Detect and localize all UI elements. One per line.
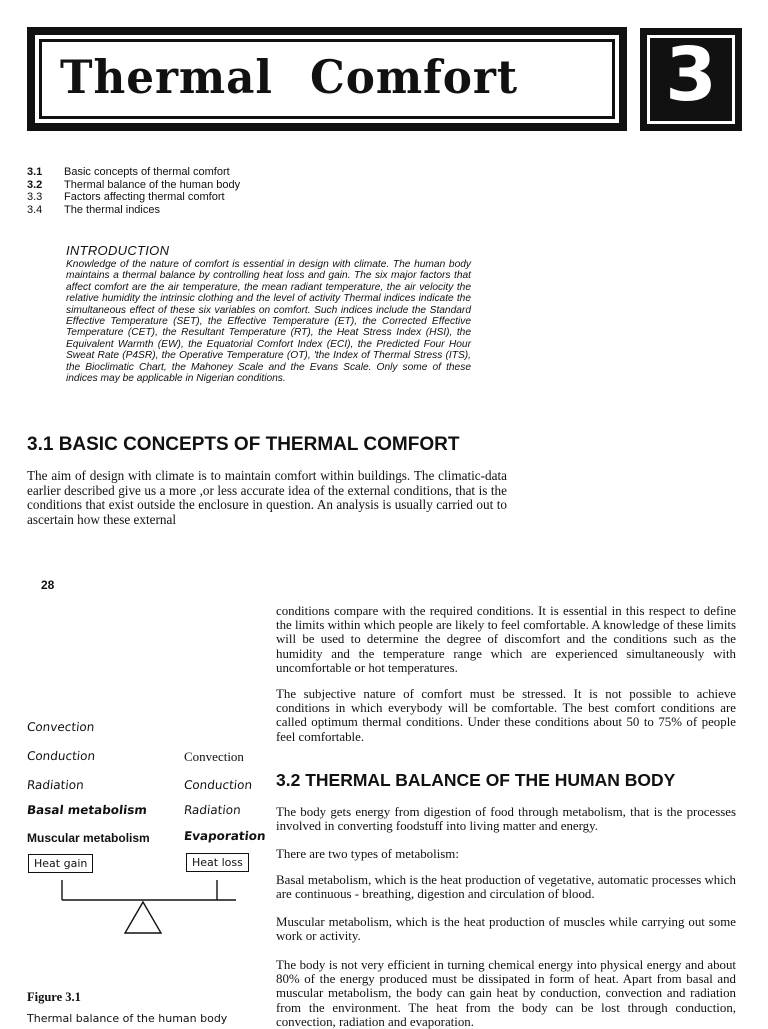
paragraph: The body gets energy from digestion of food through metabolism, that is the processes involved in converting foodstuff into living matter and energy. (276, 805, 736, 834)
section-heading-3-2: 3.2 THERMAL BALANCE OF THE HUMAN BODY (276, 770, 676, 790)
section-3-1-text: The aim of design with climate is to maintain comfort within buildings. The climatic-data earlier described give us a more ,or less accurate idea of the external conditions, that is the conditions that exist outside the enclosure in question. An analysis is usually carried out to ascertain how these external (27, 468, 507, 527)
paragraph: The subjective nature of comfort must be stressed. It is not possible to achieve conditions in which everybody will be comfortable. The best comfort conditions are called optimum thermal conditions. Under these conditions about 50 to 75% of people feel comfortable. (276, 687, 736, 744)
figure-caption-number: Figure 3.1 (27, 990, 81, 1004)
contents-item-label: The thermal indices (64, 203, 160, 216)
section-heading-3-1: 3.1 BASIC CONCEPTS OF THERMAL COMFORT (27, 434, 460, 455)
balance-scale-diagram (20, 870, 270, 940)
contents-item-number: 3.3 (27, 191, 43, 203)
chapter-title: Thermal Comfort (60, 50, 518, 104)
contents-item-number: 3.2 (27, 178, 43, 191)
contents-item (27, 191, 225, 204)
heat-loss-box: Heat loss (186, 853, 249, 872)
paragraph: Basal metabolism, which is the heat production of vegetative, automatic processes which are continuous - breathing, digestion and circulation of blood. (276, 873, 736, 902)
contents-item (27, 166, 230, 179)
heat-loss-item: Radiation (183, 803, 242, 817)
contents-item-label: Basic concepts of thermal comfort (64, 166, 230, 178)
heat-gain-item: Basal metabolism (26, 803, 148, 817)
contents-item (27, 204, 160, 217)
contents-item-number: 3.4 (27, 203, 43, 216)
paragraph: conditions compare with the required conditions. It is essential in this respect to define the limits within which people are likely to feel comfortable. A knowledge of these limits will be used to determine the degree of discomfort and the conditions such as the humidity and the temperature range which are experienced simultaneously with uncomfortable or hot temperatures. (276, 604, 737, 675)
heat-loss-item: Convection (184, 749, 244, 764)
figure-caption-text: Thermal balance of the human body (27, 1012, 228, 1025)
heat-gain-item: Muscular metabolism (27, 831, 150, 845)
contents-item-label: Factors affecting thermal comfort (64, 191, 225, 203)
paragraph: Muscular metabolism, which is the heat production of muscles while carrying out some work or activity. (276, 915, 736, 944)
heat-gain-item: Radiation (26, 778, 85, 792)
chapter-number-box (640, 28, 742, 131)
page-number: 28 (41, 578, 55, 592)
introduction-text: Knowledge of the nature of comfort is essential in design with climate. The human body maintains a thermal balance by controlling heat loss and gain. The six major factors that affect comfort are the air temperature, the mean radiant temperature, the air velocity the relative humidity the intrinsic clothing and the level of activity Thermal indices indicate the simultaneous effect of these six variables on comfort. Such indices include the Standard Effective Temperature (SET), the Effective Temperature (ET), the Corrected Effective Temperature (CET), the Resultant Temperature (RT), the Heat Stress Index (HSI), the Equivalent Warmth (EW), the Equatorial Comfort Index (ECI), the Predicted Four Hour Sweat Rate (P4SR), the Operative Temperature (OT), 'the Index of Thermal Stress (ITS), the Bioclimatic Chart, the Mahoney Scale and the Evans Scale. Only some of these indices may be applicable in Nigerian conditions. (66, 259, 471, 385)
heat-loss-item: Conduction (183, 778, 253, 792)
contents-item-label: Thermal balance of the human body (64, 178, 241, 191)
heat-gain-item: Convection (26, 720, 96, 734)
scale-fulcrum (125, 902, 161, 933)
introduction-heading: INTRODUCTION (66, 243, 170, 258)
contents-item-number: 3.1 (27, 166, 43, 178)
paragraph: The body is not very efficient in turning chemical energy into physical energy and about 80% of the energy produced must be dissipated in form of heat. Apart from basal and muscular metabolism, the body can gain heat by conduction, convection and radiation from the environment. The heat from the body can be lost through conduction, convection, radiation and evaporation. (276, 958, 736, 1029)
contents-item (27, 179, 240, 192)
paragraph: There are two types of metabolism: (276, 847, 459, 861)
heat-loss-item: Evaporation (183, 829, 267, 843)
heat-gain-item: Conduction (26, 749, 96, 763)
chapter-number: 3 (665, 32, 717, 118)
heat-gain-box: Heat gain (28, 854, 93, 873)
